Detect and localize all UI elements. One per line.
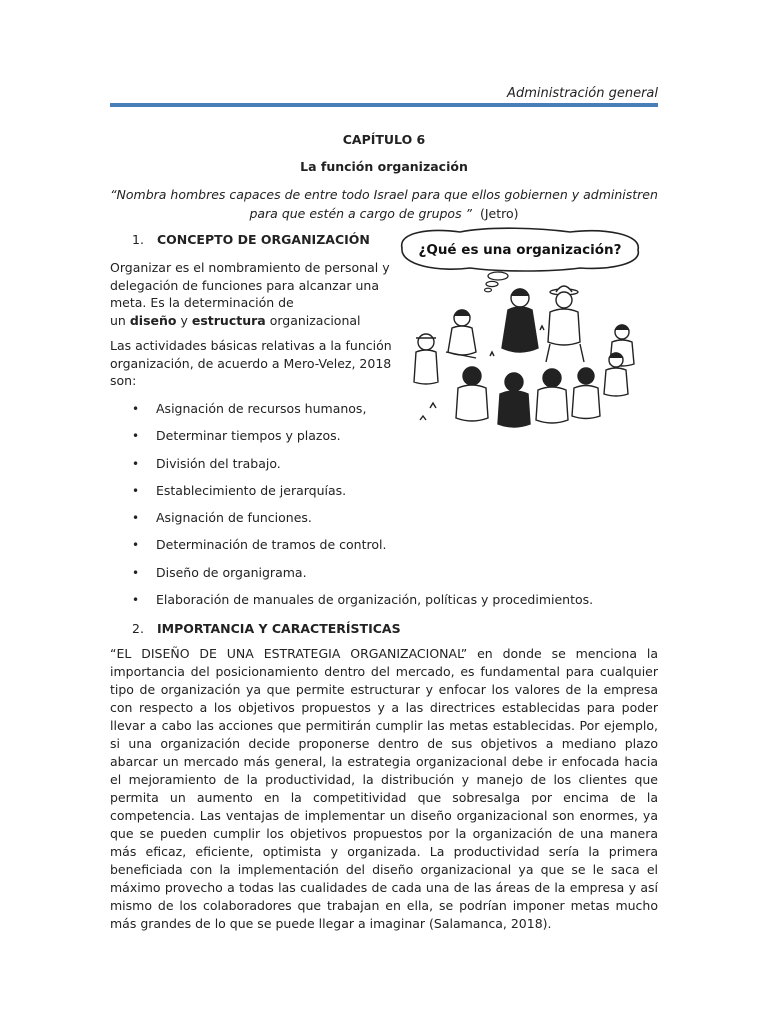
list-item-text: Elaboración de manuales de organización, políticas y procedimientos. <box>156 592 594 608</box>
text-run: y <box>180 312 188 328</box>
list-item-text: Diseño de organigrama. <box>156 564 307 580</box>
bullet-icon: • <box>132 565 140 580</box>
quote-text: “Nombra hombres capaces de entre todo Israel para que ellos gobiernen y administren para que estén a cargo de grupos ” <box>110 187 658 221</box>
paragraph-line: Las actividades básicas relativas a la función <box>110 338 392 353</box>
list-item <box>132 428 593 455</box>
chapter-heading: CAPÍTULO 6 <box>342 132 426 147</box>
paragraph-line: organización, de acuerdo a Mero-Velez, 2018 <box>110 355 392 371</box>
list-item <box>132 483 593 510</box>
thought-bubble <box>402 228 639 292</box>
list-item <box>132 537 593 564</box>
list-item-text: Asignación de recursos humanos, <box>156 401 367 416</box>
activities-list <box>132 401 593 619</box>
bold-term-diseno: diseño <box>129 312 177 328</box>
list-item <box>132 592 593 619</box>
bullet-icon: • <box>132 593 140 608</box>
bold-term-estructura: estructura <box>191 312 266 328</box>
list-item-text: Determinar tiempos y plazos. <box>156 428 341 444</box>
section-1-title: CONCEPTO DE ORGANIZACIÓN <box>157 232 370 247</box>
header-rule <box>110 103 658 107</box>
bullet-icon: • <box>132 538 140 553</box>
text-run: un <box>110 312 126 328</box>
bullet-icon: • <box>132 483 140 498</box>
list-item-text: División del trabajo. <box>156 455 281 471</box>
header-title: Administración general <box>507 86 658 101</box>
list-item <box>132 456 593 483</box>
paragraph-line: meta. Es la determinación de <box>110 295 294 310</box>
quote-author: (Jetro) <box>479 206 519 221</box>
bullet-icon: • <box>132 511 140 526</box>
paragraph-line: delegación de funciones para alcanzar una <box>110 277 380 293</box>
section-1-heading <box>132 232 370 247</box>
list-item-text: Asignación de funciones. <box>156 510 312 526</box>
text-run: organizacional <box>269 312 361 328</box>
organization-cartoon-illustration <box>390 226 646 432</box>
section-1-paragraph-2 <box>110 337 392 390</box>
section-2-body: “EL DISEÑO DE UNA ESTRATEGIA ORGANIZACIONAL” en donde se menciona la importancia del posicionamiento dentro del mercado, es fundamental para cualquier tipo de organización ya que permite estructurar y enfocar los valores de la empresa con respecto a los objetivos propuestos y a las directrices establecidas para poder llevar a cabo las acciones que permitirán cumplir las metas establecidas. Por ejemplo, si una organización decide proponerse dentro de sus objetivos a mediano plazo abarcar un mercado más general, la estrategia organizacional debe ir enfocada hacia el mejoramiento de la productividad, la distribución y manejo de los clientes que permita un aumento en la competitividad que sobresalga por encima de la competencia. Las ventajas de implementar un diseño organizacional son enormes, ya que se pueden cumplir los objetivos propuestos por la organización de una manera más eficaz, eficiente, optimista y organizada. La productividad sería la primera beneficiada con la implementación del diseño organizacional ya que se le saca el máximo provecho a todas las cualidades de cada una de las áreas de la empresa y así mismo de los colaboradores que trabajan en ella, se podrían imponer metas mucho más grandes de lo que se puede llegar a imaginar (Salamanca, 2018). <box>110 646 658 931</box>
bullet-icon: • <box>132 402 140 416</box>
section-2-heading <box>132 621 401 636</box>
list-item <box>132 565 593 592</box>
people-group <box>414 286 634 427</box>
list-item-text: Determinación de tramos de control. <box>156 537 387 553</box>
list-item <box>132 510 593 537</box>
section-2-number: 2. <box>132 621 144 636</box>
epigraph-quote <box>110 185 658 223</box>
section-1-number: 1. <box>132 232 144 247</box>
list-item-text: Establecimiento de jerarquías. <box>156 482 347 498</box>
bullet-icon: • <box>132 456 140 471</box>
bubble-text: ¿Qué es una organización? <box>418 242 622 258</box>
section-1-paragraph-1 <box>110 259 390 329</box>
section-2-title: IMPORTANCIA Y CARACTERÍSTICAS <box>157 621 401 636</box>
paragraph-line: son: <box>110 373 137 388</box>
paragraph-line: Organizar es el nombramiento de personal y <box>110 260 390 275</box>
chapter-subtitle: La función organización <box>300 159 468 174</box>
bullet-icon: • <box>132 429 140 444</box>
paragraph-line <box>110 312 390 330</box>
